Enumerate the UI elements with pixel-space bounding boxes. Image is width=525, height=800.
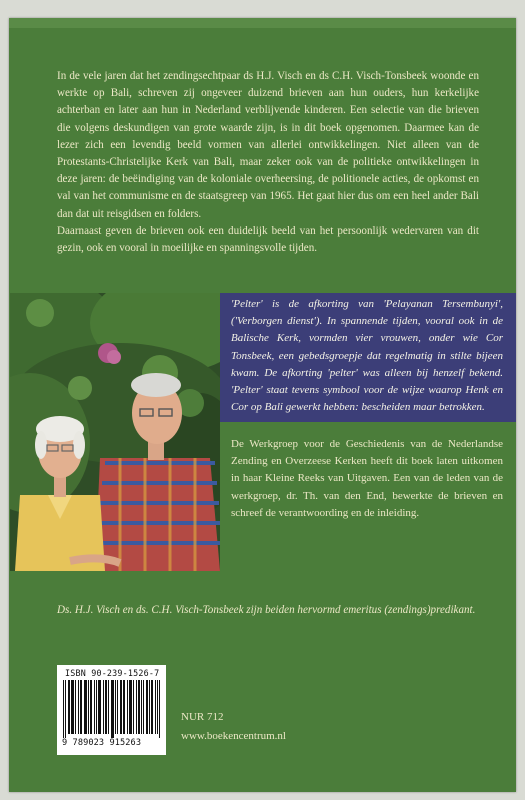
- barcode-bar: [96, 680, 97, 734]
- barcode-bar: [152, 680, 153, 734]
- barcode-bar: [124, 680, 125, 734]
- barcode-bar: [90, 680, 91, 734]
- top-edge-strip: [9, 18, 516, 28]
- barcode-bar: [136, 680, 137, 734]
- barcode-bar: [131, 680, 132, 734]
- isbn-label: ISBN 90-239-1526-7: [65, 668, 160, 678]
- werkgroep-text: De Werkgroep voor de Geschiedenis van de Nederlandse Zending en Overzeese Kerken heeft dit boek laten uitkomen in haar Kleine Reeks van Uitgaven. Een van de leden van de werkgroep, dr. Th. van den End, bewerkte de brieven en schreef de verantwoording en de inleiding.: [231, 438, 503, 519]
- barcode-bar: [157, 680, 158, 734]
- barcode-bar: [69, 680, 70, 734]
- barcode-bar: [127, 680, 128, 734]
- barcode-bar: [138, 680, 139, 734]
- barcode-bar: [68, 680, 69, 734]
- ean-number: 9 789023 915263: [62, 738, 142, 748]
- nur-code: NUR 712: [181, 711, 224, 723]
- barcode-bar: [94, 680, 95, 734]
- barcode-bar: [81, 680, 82, 734]
- barcode-bar: [63, 680, 64, 738]
- barcode-bar: [73, 680, 74, 734]
- couple-photo-illustration: [10, 293, 220, 571]
- barcode-bar: [151, 680, 152, 734]
- intro-text: [57, 68, 479, 257]
- barcode-bar: [155, 680, 156, 734]
- barcode-bar: [112, 680, 113, 738]
- barcode-bar: [143, 680, 144, 734]
- barcode-bar: [88, 680, 89, 734]
- intro-paragraph-1: In de vele jaren dat het zendingsechtpaar ds H.J. Visch en ds C.H. Visch-Tonsbeek woonde en werkte op Bali, schreven zij ongeveer duizend brieven aan hun ouders, hun kerkelijke achterban en later aan hun in Nederland verblijvende kinderen. Een selectie van die brieven die volgens deskundigen van grote waarde zijn, is in dit boek opgenomen. Daarmee kan de lezer zich een levendig beeld vormen van allerlei ontwikkelingen. Niet alleen van de Protestants-Christelijke Kerk van Bali, maar zeker ook van de politieke ontwikkelingen in deze jaren: de beëindiging van de koloniale overheersing, de politionele acties, de opkomst en val van het communisme en de staatsgreep van 1965. Het gaat hier dus om een heel ander Bali dan dat uit reisgidsen en folders.: [57, 70, 479, 220]
- intro-paragraph-2: Daarnaast geven de brieven ook een duidelijk beeld van het persoonlijk wedervaren van dit gezin, ook en vooral in moeilijke en spanningsvolle tijden.: [57, 224, 479, 255]
- barcode-bar: [139, 680, 140, 734]
- barcode-bar: [130, 680, 131, 734]
- barcode-bar: [99, 680, 100, 734]
- barcode-bar: [78, 680, 79, 734]
- barcode-bar: [103, 680, 104, 734]
- barcode-bar: [146, 680, 147, 734]
- barcode-bar: [85, 680, 86, 734]
- barcode-bar: [105, 680, 106, 734]
- barcode-bar: [71, 680, 72, 734]
- barcode-bar: [98, 680, 99, 734]
- barcode-bar: [120, 680, 121, 734]
- barcode-bar: [75, 680, 76, 734]
- couple-photo: [10, 293, 220, 571]
- barcode: [57, 665, 166, 755]
- barcode-bar: [108, 680, 109, 734]
- barcode-bar: [106, 680, 107, 734]
- barcode-bar: [129, 680, 130, 734]
- barcode-bar: [141, 680, 142, 734]
- barcode-bar: [149, 680, 150, 734]
- barcode-bar: [133, 680, 134, 734]
- barcode-bar: [100, 680, 101, 734]
- barcode-bar: [159, 680, 160, 738]
- barcode-bar: [121, 680, 122, 734]
- barcode-bar: [123, 680, 124, 734]
- barcode-bars: [63, 680, 161, 738]
- barcode-bar: [65, 680, 66, 738]
- barcode-bar: [86, 680, 87, 734]
- barcode-bar: [91, 680, 92, 734]
- barcode-bar: [115, 680, 116, 734]
- publisher-website: www.boekencentrum.nl: [181, 730, 286, 742]
- barcode-bar: [84, 680, 85, 734]
- barcode-bar: [80, 680, 81, 734]
- pelter-quote: 'Pelter' is de afkorting van 'Pelayanan Tersembunyi', ('Verborgen dienst'). In spannende tijden, vooral ook in de Balische Kerk, vormden vier vrouwen, onder wie Cor Tonsbeek, een gebedsgroepje dat regelmatig in stilte bijeen kwam. De afkorting 'pelter' was alleen bij henzelf bekend. 'Pelter' staat tevens symbool voor de wijze waarop Henk en Cor op Bali gewerkt hebben: bescheiden maar betrokken.: [231, 298, 503, 414]
- barcode-bar: [111, 680, 112, 738]
- back-cover: [9, 18, 516, 792]
- barcode-bar: [72, 680, 73, 734]
- barcode-bar: [113, 680, 114, 738]
- barcode-bar: [117, 680, 118, 734]
- barcode-bar: [147, 680, 148, 734]
- author-note: Ds. H.J. Visch en ds. C.H. Visch-Tonsbeek zijn beiden hervormd emeritus (zendings)predikant.: [57, 604, 476, 616]
